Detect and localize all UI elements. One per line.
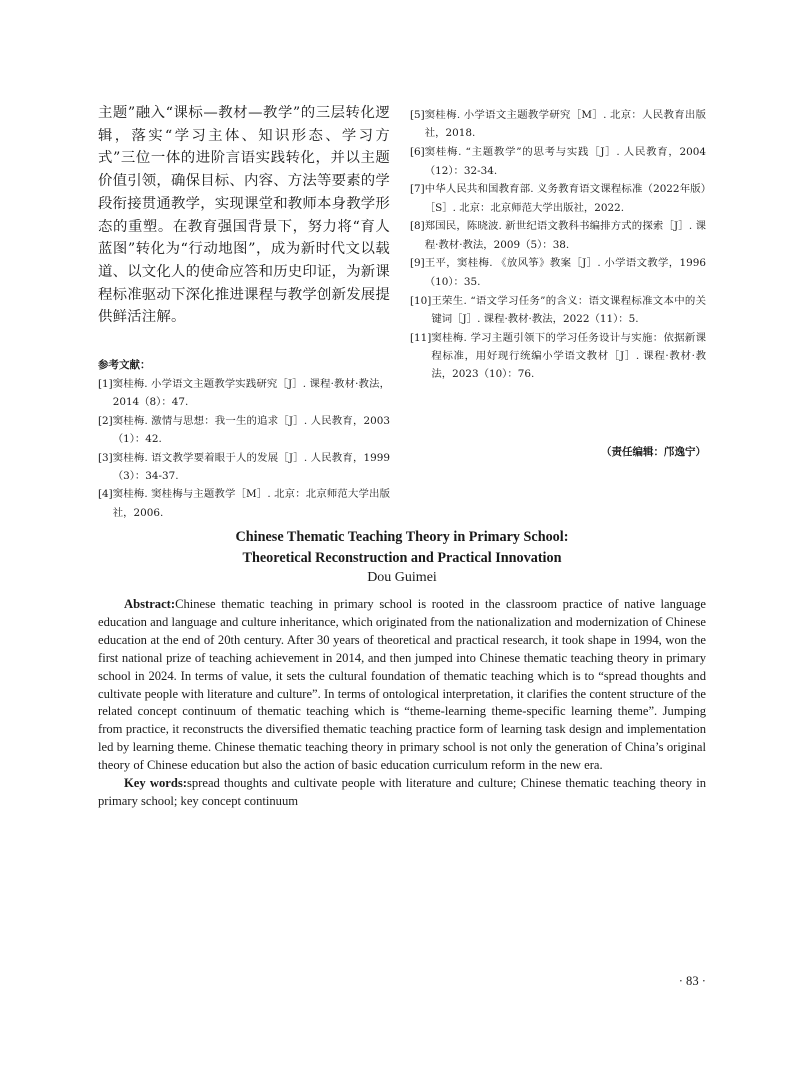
reference-text: 窦桂梅. 小学语文主题教学实践研究［J］. 课程·教材·教法，2014（8）：47.	[112, 378, 390, 409]
english-author: Dou Guimei	[367, 570, 437, 585]
reference-item	[410, 106, 706, 143]
editor-note: （责任编辑：邝逸宁）	[601, 446, 706, 458]
reference-text: 窦桂梅. 学习主题引领下的学习任务设计与实施：依据新课程标准，用好现行统编小学语文教材［J］. 课程·教材·教法，2023（10）：76.	[431, 331, 706, 381]
reference-text: 窦桂梅. 小学语文主题教学研究［M］. 北京：人民教育出版社，2018.	[424, 109, 706, 140]
reference-item	[98, 449, 390, 486]
abstract-label: Abstract:	[124, 597, 176, 611]
body-text	[98, 102, 390, 329]
abstract-paragraph	[98, 596, 706, 775]
reference-text: 窦桂梅. 窦桂梅与主题教学［M］. 北京：北京师范大学出版社，2006.	[112, 488, 390, 519]
reference-number: [4]	[98, 488, 113, 501]
reference-item	[410, 143, 706, 180]
reference-number: [1]	[98, 378, 113, 391]
reference-item	[98, 485, 390, 522]
english-title-line-1: Chinese Thematic Teaching Theory in Primary School:	[235, 529, 569, 545]
body-paragraph: 主题”融入“课标—教材—教学”的三层转化逻辑，落实“学习主体、知识形态、学习方式”三位一体的进阶言语实践转化，并以主题价值引领，确保目标、内容、方法等要素的学段衔接贯通教学，实现课堂和教师本身教学形态的重塑。在教育强国背景下，努力将“育人蓝图”转化为“行动地图”，成为新时代文以载道、以文化人的使命应答和历史印证，为新课程标准驱动下深化推进课程与教学创新发展提供鲜活注解。	[98, 105, 390, 326]
reference-number: [3]	[98, 451, 113, 464]
reference-number: [6]	[410, 146, 425, 159]
reference-text: 窦桂梅. 语文教学要着眼于人的发展［J］. 人民教育，1999（3）：34-37.	[112, 451, 390, 483]
reference-number: [8]	[410, 220, 425, 233]
left-column	[98, 102, 390, 522]
reference-text: 窦桂梅. 激情与思想：我一生的追求［J］. 人民教育，2003（1）：42.	[112, 414, 390, 446]
page-number: · 83 ·	[678, 974, 706, 988]
abstract-text: Chinese thematic teaching in primary school is rooted in the classroom practice of native language education and language and culture inheritance, which originated from the nationalization and modernization of Chinese education at the end of 20th century. After 30 years of theoretical and practical research, it took shape in 1994, won the first national prize of teaching achievement in 2014, and then jumped into Chinese thematic teaching theory in primary school in 2024. In terms of value, it sets the cultural foundation of thematic teaching which is to “spread thoughts and cultivate people with literature and culture”. In terms of ontological interpretation, it clarifies the content structure of the related concept continuum of thematic teaching which is “theme-learning theme-specific learning theme”. Jumping from practice, it reconstructs the diversified thematic teaching practice form of learning task design and implementation led by learning theme. Chinese thematic teaching theory in primary school is not only the generation of China’s original theory of Chinese education but also the action of basic education curriculum reform in the new era.	[98, 597, 706, 773]
keywords-label: Key words:	[124, 776, 187, 791]
reference-text: 王荣生. “语文学习任务”的含义：语文课程标准文本中的关键词［J］. 课程·教材·教法，2022（11）：5.	[431, 294, 706, 325]
reference-item	[98, 375, 390, 412]
reference-number: [5]	[410, 109, 425, 121]
english-abstract	[98, 596, 706, 811]
reference-number: [9]	[410, 257, 425, 270]
reference-item	[410, 217, 706, 254]
reference-item	[410, 329, 706, 384]
reference-number: [7]	[410, 183, 425, 196]
reference-item	[98, 412, 390, 449]
english-title	[98, 527, 706, 569]
keywords-text: spread thoughts and cultivate people with literature and culture; Chinese thematic teaching theory in primary school; key concept continuum	[98, 776, 706, 808]
reference-text: 王平，窦桂梅. 《放风筝》教案［J］. 小学语文教学，1996（10）：35.	[424, 257, 706, 288]
reference-number: [11]	[410, 331, 432, 344]
reference-item	[410, 292, 706, 329]
right-column	[410, 106, 706, 384]
reference-text: 窦桂梅. “主题教学”的思考与实践［J］. 人民教育，2004（12）：32-34.	[424, 146, 706, 177]
keywords-paragraph	[98, 775, 706, 811]
reference-number: [10]	[410, 294, 432, 307]
reference-item	[410, 180, 706, 217]
references-title: 参考文献：	[98, 359, 151, 372]
reference-text: 郑国民，陈晓波. 新世纪语文教科书编排方式的探索［J］. 课程·教材·教法，2009（5）：38.	[424, 220, 706, 251]
english-title-line-2: Theoretical Reconstruction and Practical Innovation	[242, 550, 562, 566]
reference-text: 中华人民共和国教育部. 义务教育语文课程标准（2022年版）［S］. 北京：北京师范大学出版社，2022.	[424, 183, 706, 214]
reference-number: [2]	[98, 414, 113, 427]
reference-item	[410, 254, 706, 291]
